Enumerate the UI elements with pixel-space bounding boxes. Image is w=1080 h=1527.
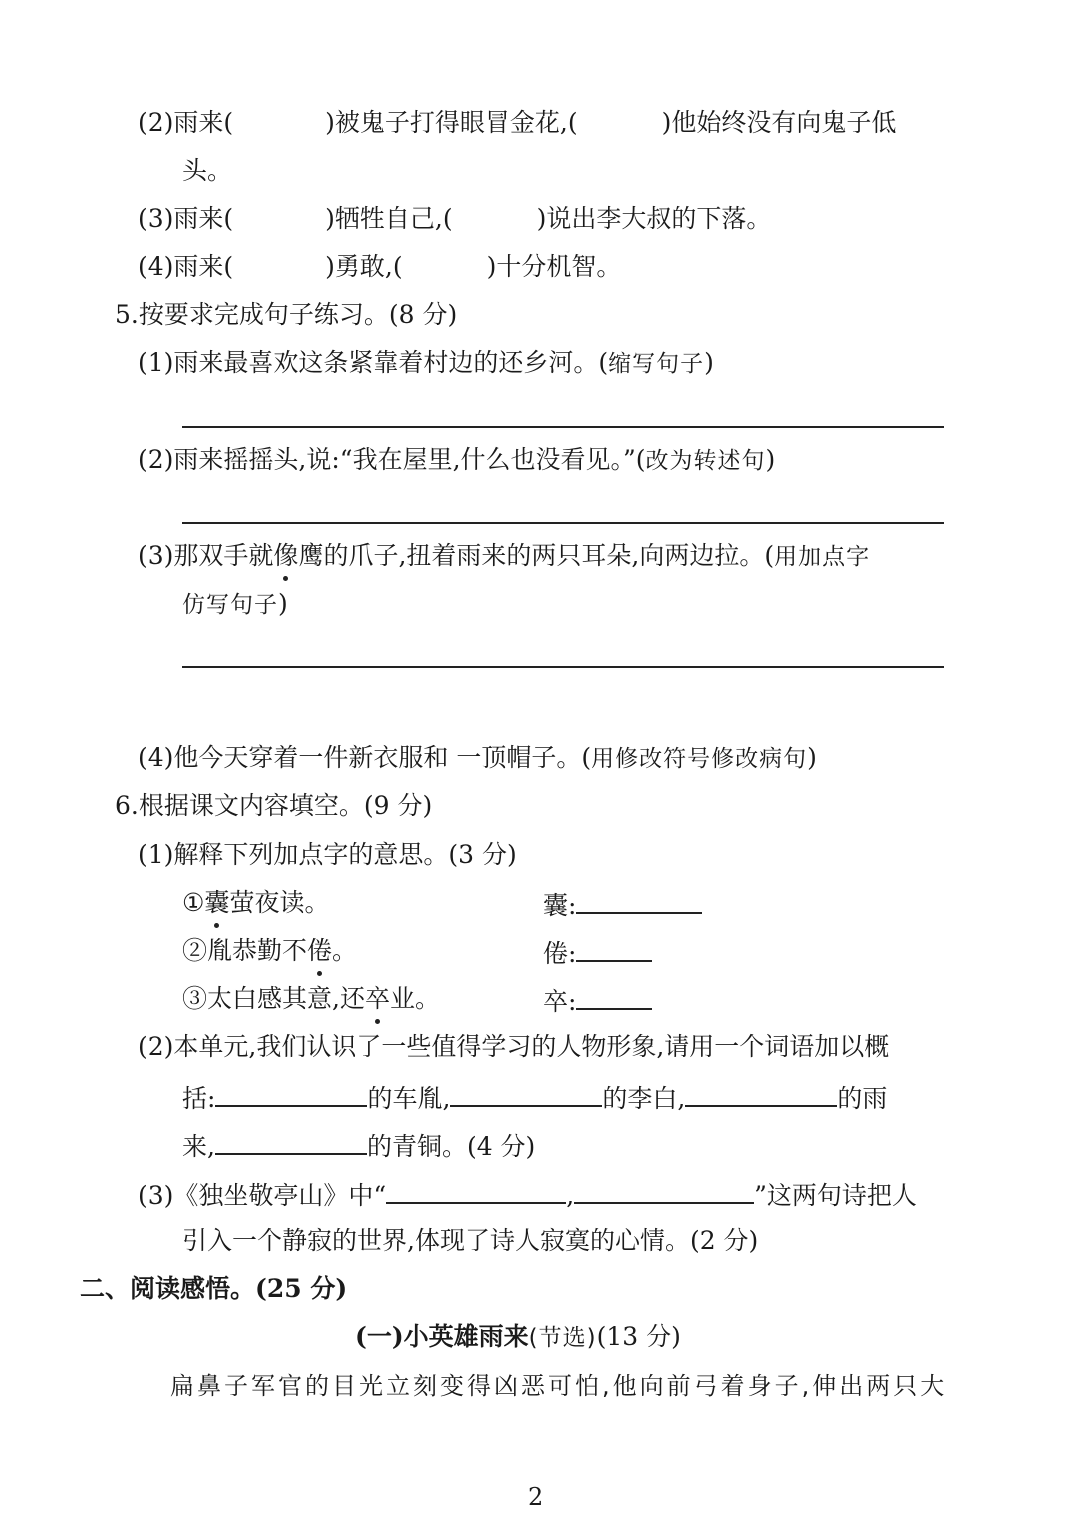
q6-word-1: ①囊萤夜读。 (182, 886, 329, 920)
q4-item-2-cont: 头。 (182, 156, 233, 185)
q6-part-2-line-3: 来, 的青铜。(4 分) (182, 1127, 535, 1164)
q5-sentence-2: (2)雨来摇摇头,说:“我在屋里,什么也没看见。”(改为转述句) (138, 445, 776, 474)
q6-word-1-answer: 囊: (543, 886, 702, 923)
blank-field[interactable] (576, 886, 702, 914)
dotted-char: 像 (273, 539, 298, 573)
answer-line-3[interactable] (182, 666, 944, 668)
answer-line-1[interactable] (182, 426, 944, 428)
blank-field[interactable] (450, 1079, 602, 1107)
q4-item-4: (4)雨来( )勇敢,( )十分机智。 (138, 252, 622, 281)
q6-part-2-line-2: 括: 的车胤, 的李白, 的雨 (182, 1079, 887, 1116)
q6-word-2: ②胤恭勤不倦。 (182, 934, 357, 968)
dotted-char: 囊 (204, 886, 229, 920)
blank-field[interactable] (215, 1079, 367, 1107)
q5-sentence-4: (4)他今天穿着一件新衣服和 一顶帽子。(用修改符号修改病句) (138, 743, 817, 772)
q6-part-3: (3)《独坐敬亭山》中“ , ”这两句诗把人 (138, 1176, 917, 1213)
reading-passage-title: (一)小英雄雨来(节选)(13 分) (355, 1322, 681, 1351)
q5-sentence-1: (1)雨来最喜欢这条紧靠着村边的还乡河。(缩写句子) (138, 348, 714, 377)
blank-field[interactable] (576, 982, 652, 1010)
q4-item-3: (3)雨来( )牺牲自己,( )说出李大叔的下落。 (138, 204, 772, 233)
q6-part-3-line-2: 引入一个静寂的世界,体现了诗人寂寞的心情。(2 分) (182, 1226, 759, 1255)
reading-passage-text: 扁鼻子军官的目光立刻变得凶恶可怕,他向前弓着身子,伸出两只大 (170, 1372, 948, 1400)
blank-field[interactable] (685, 1079, 837, 1107)
dotted-char: 卒 (365, 982, 390, 1016)
blank-field[interactable] (576, 934, 652, 962)
page-number: 2 (528, 1483, 544, 1511)
section-2-title: 二、阅读感悟。(25 分) (80, 1274, 348, 1303)
q6-word-3-answer: 卒: (543, 982, 652, 1019)
q6-word-3: ③太白感其意,还卒业。 (182, 982, 440, 1016)
q5-sentence-3-cont: 仿写句子) (182, 589, 288, 618)
blank-field[interactable] (574, 1176, 754, 1204)
q6-word-2-answer: 倦: (543, 934, 652, 971)
q5-sentence-3: (3)那双手就像鹰的爪子,扭着雨来的两只耳朵,向两边拉。(用加点字 (138, 539, 870, 574)
blank-field[interactable] (215, 1127, 367, 1155)
answer-line-2[interactable] (182, 522, 944, 524)
q4-item-2: (2)雨来( )被鬼子打得眼冒金花,( )他始终没有向鬼子低 (138, 108, 897, 137)
dotted-char: 倦 (307, 934, 332, 968)
q6-part-1-title: (1)解释下列加点字的意思。(3 分) (138, 840, 517, 869)
q6-title: 6.根据课文内容填空。(9 分) (115, 791, 433, 820)
blank-field[interactable] (386, 1176, 566, 1204)
q5-title: 5.按要求完成句子练习。(8 分) (115, 300, 458, 329)
q6-part-2: (2)本单元,我们认识了一些值得学习的人物形象,请用一个词语加以概 (138, 1032, 890, 1061)
